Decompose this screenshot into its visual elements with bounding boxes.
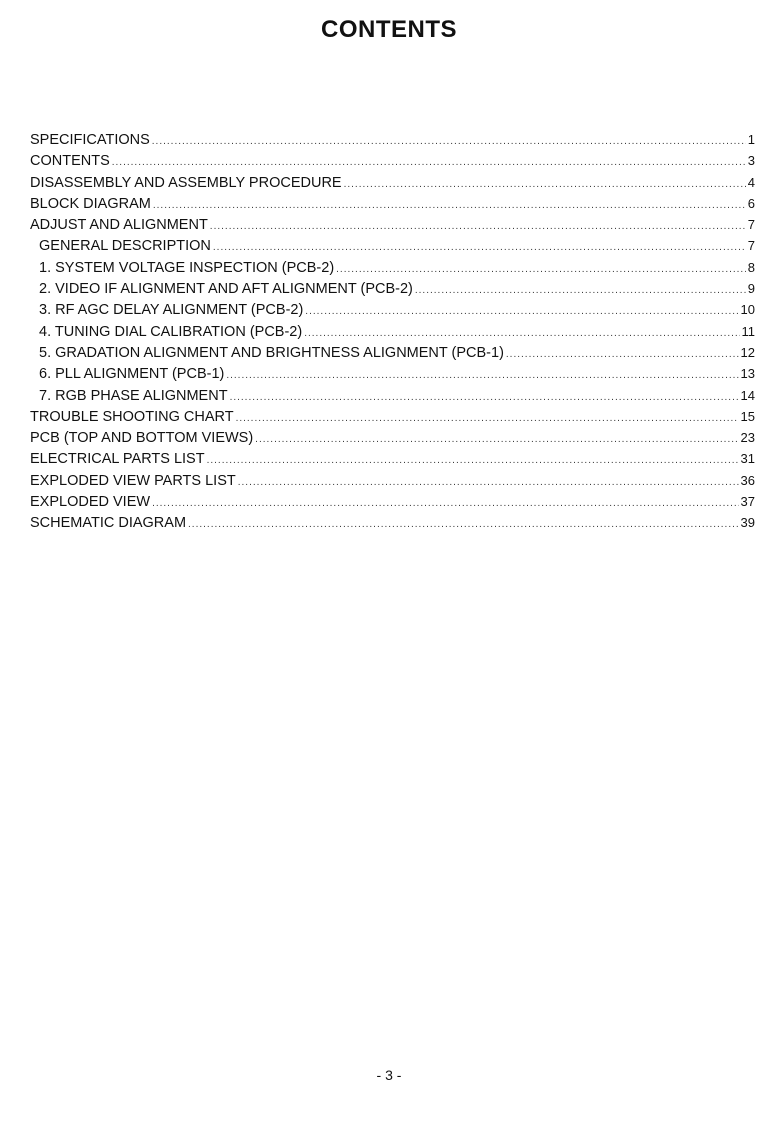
toc-entry-pll[interactable]	[30, 363, 755, 384]
toc-entry-page: 36	[740, 472, 755, 488]
dot-leader	[336, 259, 746, 280]
dot-leader	[152, 131, 746, 152]
toc-entry-label: 4. TUNING DIAL CALIBRATION (PCB-2)	[39, 323, 303, 340]
toc-entry-page: 15	[740, 408, 755, 424]
toc-entry-specifications[interactable]	[30, 129, 755, 150]
dot-leader	[213, 237, 746, 258]
toc-entry-page: 7	[747, 238, 755, 254]
dot-leader	[153, 195, 746, 216]
toc-entry-page: 3	[747, 153, 755, 169]
toc-entry-page: 10	[740, 302, 755, 318]
toc-entry-page: 1	[747, 132, 755, 147]
toc-entry-tuning-dial[interactable]	[30, 321, 755, 342]
toc-entry-page: 37	[740, 494, 755, 510]
dot-leader	[226, 365, 738, 386]
dot-leader	[415, 280, 746, 301]
toc-entry-label: ELECTRICAL PARTS LIST	[30, 451, 205, 468]
table-of-contents	[30, 129, 755, 534]
toc-entry-label: PCB (TOP AND BOTTOM VIEWS)	[30, 430, 254, 447]
dot-leader	[305, 301, 738, 322]
toc-entry-label: 6. PLL ALIGNMENT (PCB-1)	[39, 366, 225, 383]
toc-entry-page: 39	[740, 515, 755, 531]
toc-entry-page: 4	[747, 174, 755, 190]
toc-entry-label: 2. VIDEO IF ALIGNMENT AND AFT ALIGNMENT (PCB-2)	[39, 281, 413, 298]
dot-leader	[210, 216, 746, 237]
toc-entry-label: EXPLODED VIEW	[30, 494, 151, 511]
dot-leader	[238, 472, 739, 493]
dot-leader	[506, 344, 739, 365]
toc-entry-page: 8	[747, 259, 755, 275]
dot-leader	[344, 174, 746, 195]
toc-entry-rf-agc[interactable]	[30, 299, 755, 320]
dot-leader	[112, 152, 746, 173]
toc-entry-page: 11	[741, 323, 755, 339]
toc-entry-disassembly[interactable]	[30, 172, 755, 193]
toc-entry-contents[interactable]	[30, 150, 755, 171]
toc-entry-label: BLOCK DIAGRAM	[30, 195, 151, 212]
dot-leader	[188, 514, 739, 535]
toc-entry-exploded-view[interactable]	[30, 491, 755, 512]
toc-entry-trouble-shooting[interactable]	[30, 406, 755, 427]
toc-entry-electrical-parts[interactable]	[30, 448, 755, 469]
toc-entry-label: EXPLODED VIEW PARTS LIST	[30, 472, 236, 489]
toc-entry-video-if[interactable]	[30, 278, 755, 299]
dot-leader	[230, 387, 739, 408]
toc-entry-label: DISASSEMBLY AND ASSEMBLY PROCEDURE	[30, 174, 342, 191]
toc-entry-label: 3. RF AGC DELAY ALIGNMENT (PCB-2)	[39, 302, 304, 319]
toc-entry-label: GENERAL DESCRIPTION	[39, 238, 211, 255]
toc-entry-label: SCHEMATIC DIAGRAM	[30, 515, 187, 532]
dot-leader	[207, 450, 739, 471]
page-title: CONTENTS	[321, 16, 457, 43]
page-number: - 3 -	[376, 1067, 402, 1083]
toc-entry-page: 13	[740, 366, 755, 382]
toc-entry-label: 1. SYSTEM VOLTAGE INSPECTION (PCB-2)	[39, 259, 335, 276]
toc-entry-system-voltage[interactable]	[30, 257, 755, 278]
toc-entry-label: TROUBLE SHOOTING CHART	[30, 408, 234, 425]
toc-entry-exploded-parts[interactable]	[30, 470, 755, 491]
dot-leader	[152, 493, 738, 514]
toc-entry-page: 31	[740, 451, 755, 467]
toc-entry-block-diagram[interactable]	[30, 193, 755, 214]
toc-entry-page: 6	[747, 195, 755, 211]
toc-entry-label: CONTENTS	[30, 153, 110, 170]
toc-entry-page: 23	[740, 430, 755, 446]
toc-entry-rgb-phase[interactable]	[30, 385, 755, 406]
toc-entry-general-description[interactable]	[30, 235, 755, 256]
toc-entry-pcb-views[interactable]	[30, 427, 755, 448]
toc-entry-page: 9	[747, 281, 755, 297]
dot-leader	[236, 408, 739, 429]
toc-entry-page: 14	[740, 387, 755, 403]
toc-entry-label: SPECIFICATIONS	[30, 132, 150, 148]
toc-entry-page: 12	[740, 344, 755, 360]
toc-entry-page: 7	[747, 217, 755, 233]
dot-leader	[255, 429, 738, 450]
toc-entry-adjust-alignment[interactable]	[30, 214, 755, 235]
toc-entry-gradation[interactable]	[30, 342, 755, 363]
toc-entry-schematic[interactable]	[30, 512, 755, 533]
toc-entry-label: 5. GRADATION ALIGNMENT AND BRIGHTNESS ALIGNMENT (PCB-1)	[39, 344, 504, 361]
toc-entry-label: 7. RGB PHASE ALIGNMENT	[39, 387, 228, 404]
toc-entry-label: ADJUST AND ALIGNMENT	[30, 217, 208, 234]
dot-leader	[304, 323, 739, 344]
